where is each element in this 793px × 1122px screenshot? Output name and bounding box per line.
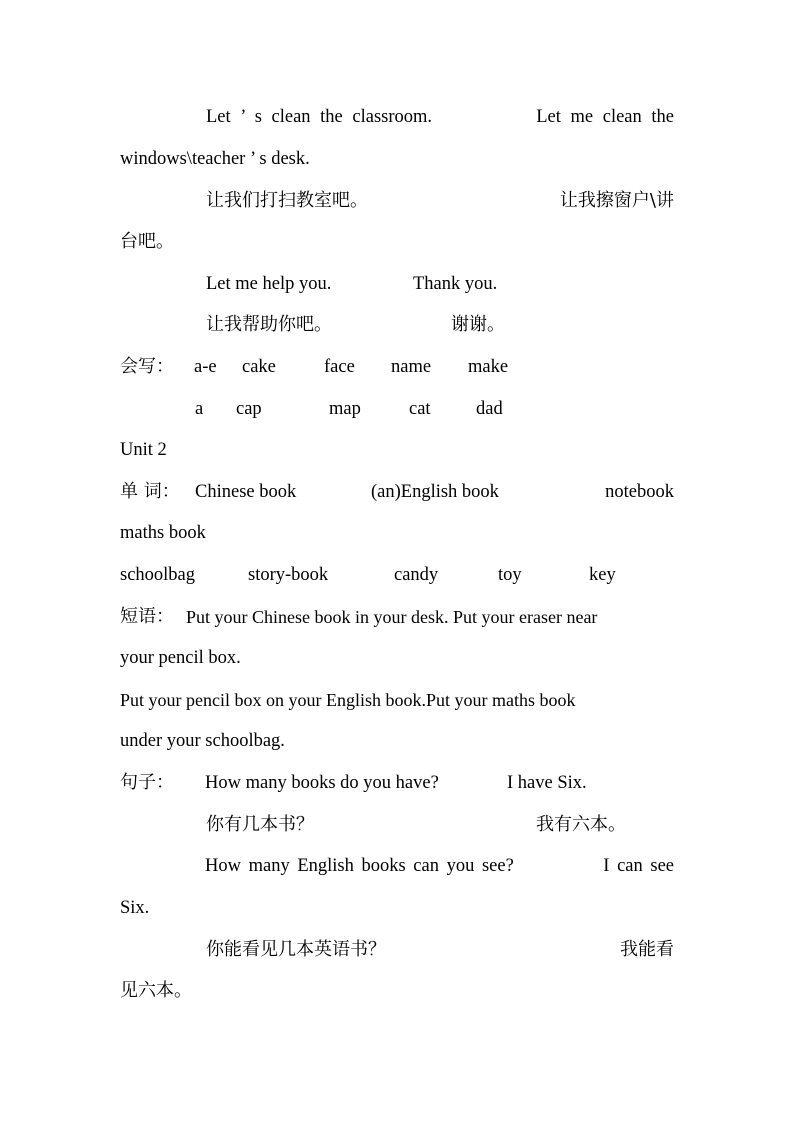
phonics-word: dad (476, 399, 503, 419)
phrase-text: your pencil box. (120, 648, 241, 668)
sentences-row (120, 770, 674, 796)
translation-clean-windows: 让我擦窗户\讲 (559, 190, 674, 211)
phrases-label: 短语： (120, 606, 174, 627)
translation-help: 让我帮助你吧。 (206, 314, 332, 335)
text-line (120, 937, 674, 963)
text-line (120, 520, 674, 546)
vocab-word: Chinese book (195, 482, 297, 502)
sentence-continuation: windows\teacher ’ s desk. (120, 149, 310, 169)
words-label: 单 词： (120, 481, 180, 502)
text-line (120, 728, 674, 754)
phonics-key-a: a (195, 399, 204, 419)
phrase-text: Put your Chinese book in your desk. Put your eraser near (186, 607, 598, 627)
vocab-word: notebook (605, 482, 674, 502)
translation-thanks: 谢谢。 (451, 314, 505, 335)
phonics-word: name (391, 357, 432, 377)
text-line (120, 271, 674, 297)
phonics-row-a (120, 396, 674, 422)
vocab-word: schoolbag (120, 565, 196, 585)
translation-how-many-english-books: 你能看见几本英语书？ (206, 939, 386, 960)
text-line (120, 188, 674, 214)
translation-continuation: 见六本。 (120, 980, 192, 1001)
phonics-word: face (324, 357, 355, 377)
sentence-thank-you: Thank you. (413, 274, 498, 294)
vocab-word: key (589, 565, 616, 585)
phrase-text: Put your pencil box on your English book.Put your maths book (120, 690, 576, 710)
phonics-label: 会写： (120, 356, 174, 377)
sentence-let-me-clean: Let me clean the (536, 107, 674, 127)
sentence-how-many-books: How many books do you have? (205, 773, 439, 793)
phonics-key-ae: a-e (194, 357, 217, 377)
translation-i-can-see: 我能看 (620, 939, 674, 960)
sentence-let-me-help: Let me help you. (206, 274, 332, 294)
phonics-word: cat (409, 399, 431, 419)
sentences-label: 句子： (120, 772, 174, 793)
vocab-word: toy (498, 565, 522, 585)
sentence-how-many-english-books: How many English books can you see? (205, 856, 514, 876)
vocab-word: maths book (120, 523, 206, 543)
translation-clean-classroom: 让我们打扫教室吧。 (206, 190, 368, 211)
text-line (120, 978, 674, 1004)
sentence-i-can-see: I can see (603, 856, 674, 876)
vocab-word: story-book (248, 565, 329, 585)
words-row (120, 562, 674, 588)
sentence-lets-clean: Let ’ s clean the classroom. (206, 107, 433, 127)
phonics-word: make (468, 357, 509, 377)
sentence-continuation: Six. (120, 898, 150, 918)
phonics-word: cap (236, 399, 262, 419)
text-line (120, 229, 674, 255)
text-line (120, 687, 674, 713)
phonics-word: map (329, 399, 361, 419)
words-row (120, 479, 674, 505)
text-line (120, 312, 674, 338)
phrases-row (120, 604, 674, 630)
translation-how-many-books: 你有几本书？ (206, 814, 314, 835)
text-line (120, 895, 674, 921)
text-line (120, 645, 674, 671)
phonics-word: cake (242, 357, 276, 377)
vocab-word: (an)English book (371, 482, 499, 502)
text-line (120, 146, 674, 172)
text-line (120, 437, 674, 463)
sentence-i-have-six: I have Six. (507, 773, 587, 793)
text-line (120, 812, 674, 838)
translation-i-have-six: 我有六本。 (536, 814, 626, 835)
translation-continuation: 台吧。 (120, 231, 174, 252)
unit-title: Unit 2 (120, 440, 167, 460)
vocab-word: candy (394, 565, 439, 585)
text-line (120, 104, 674, 130)
phonics-row-ae (120, 354, 674, 380)
text-line (120, 853, 674, 879)
phrase-text: under your schoolbag. (120, 731, 285, 751)
